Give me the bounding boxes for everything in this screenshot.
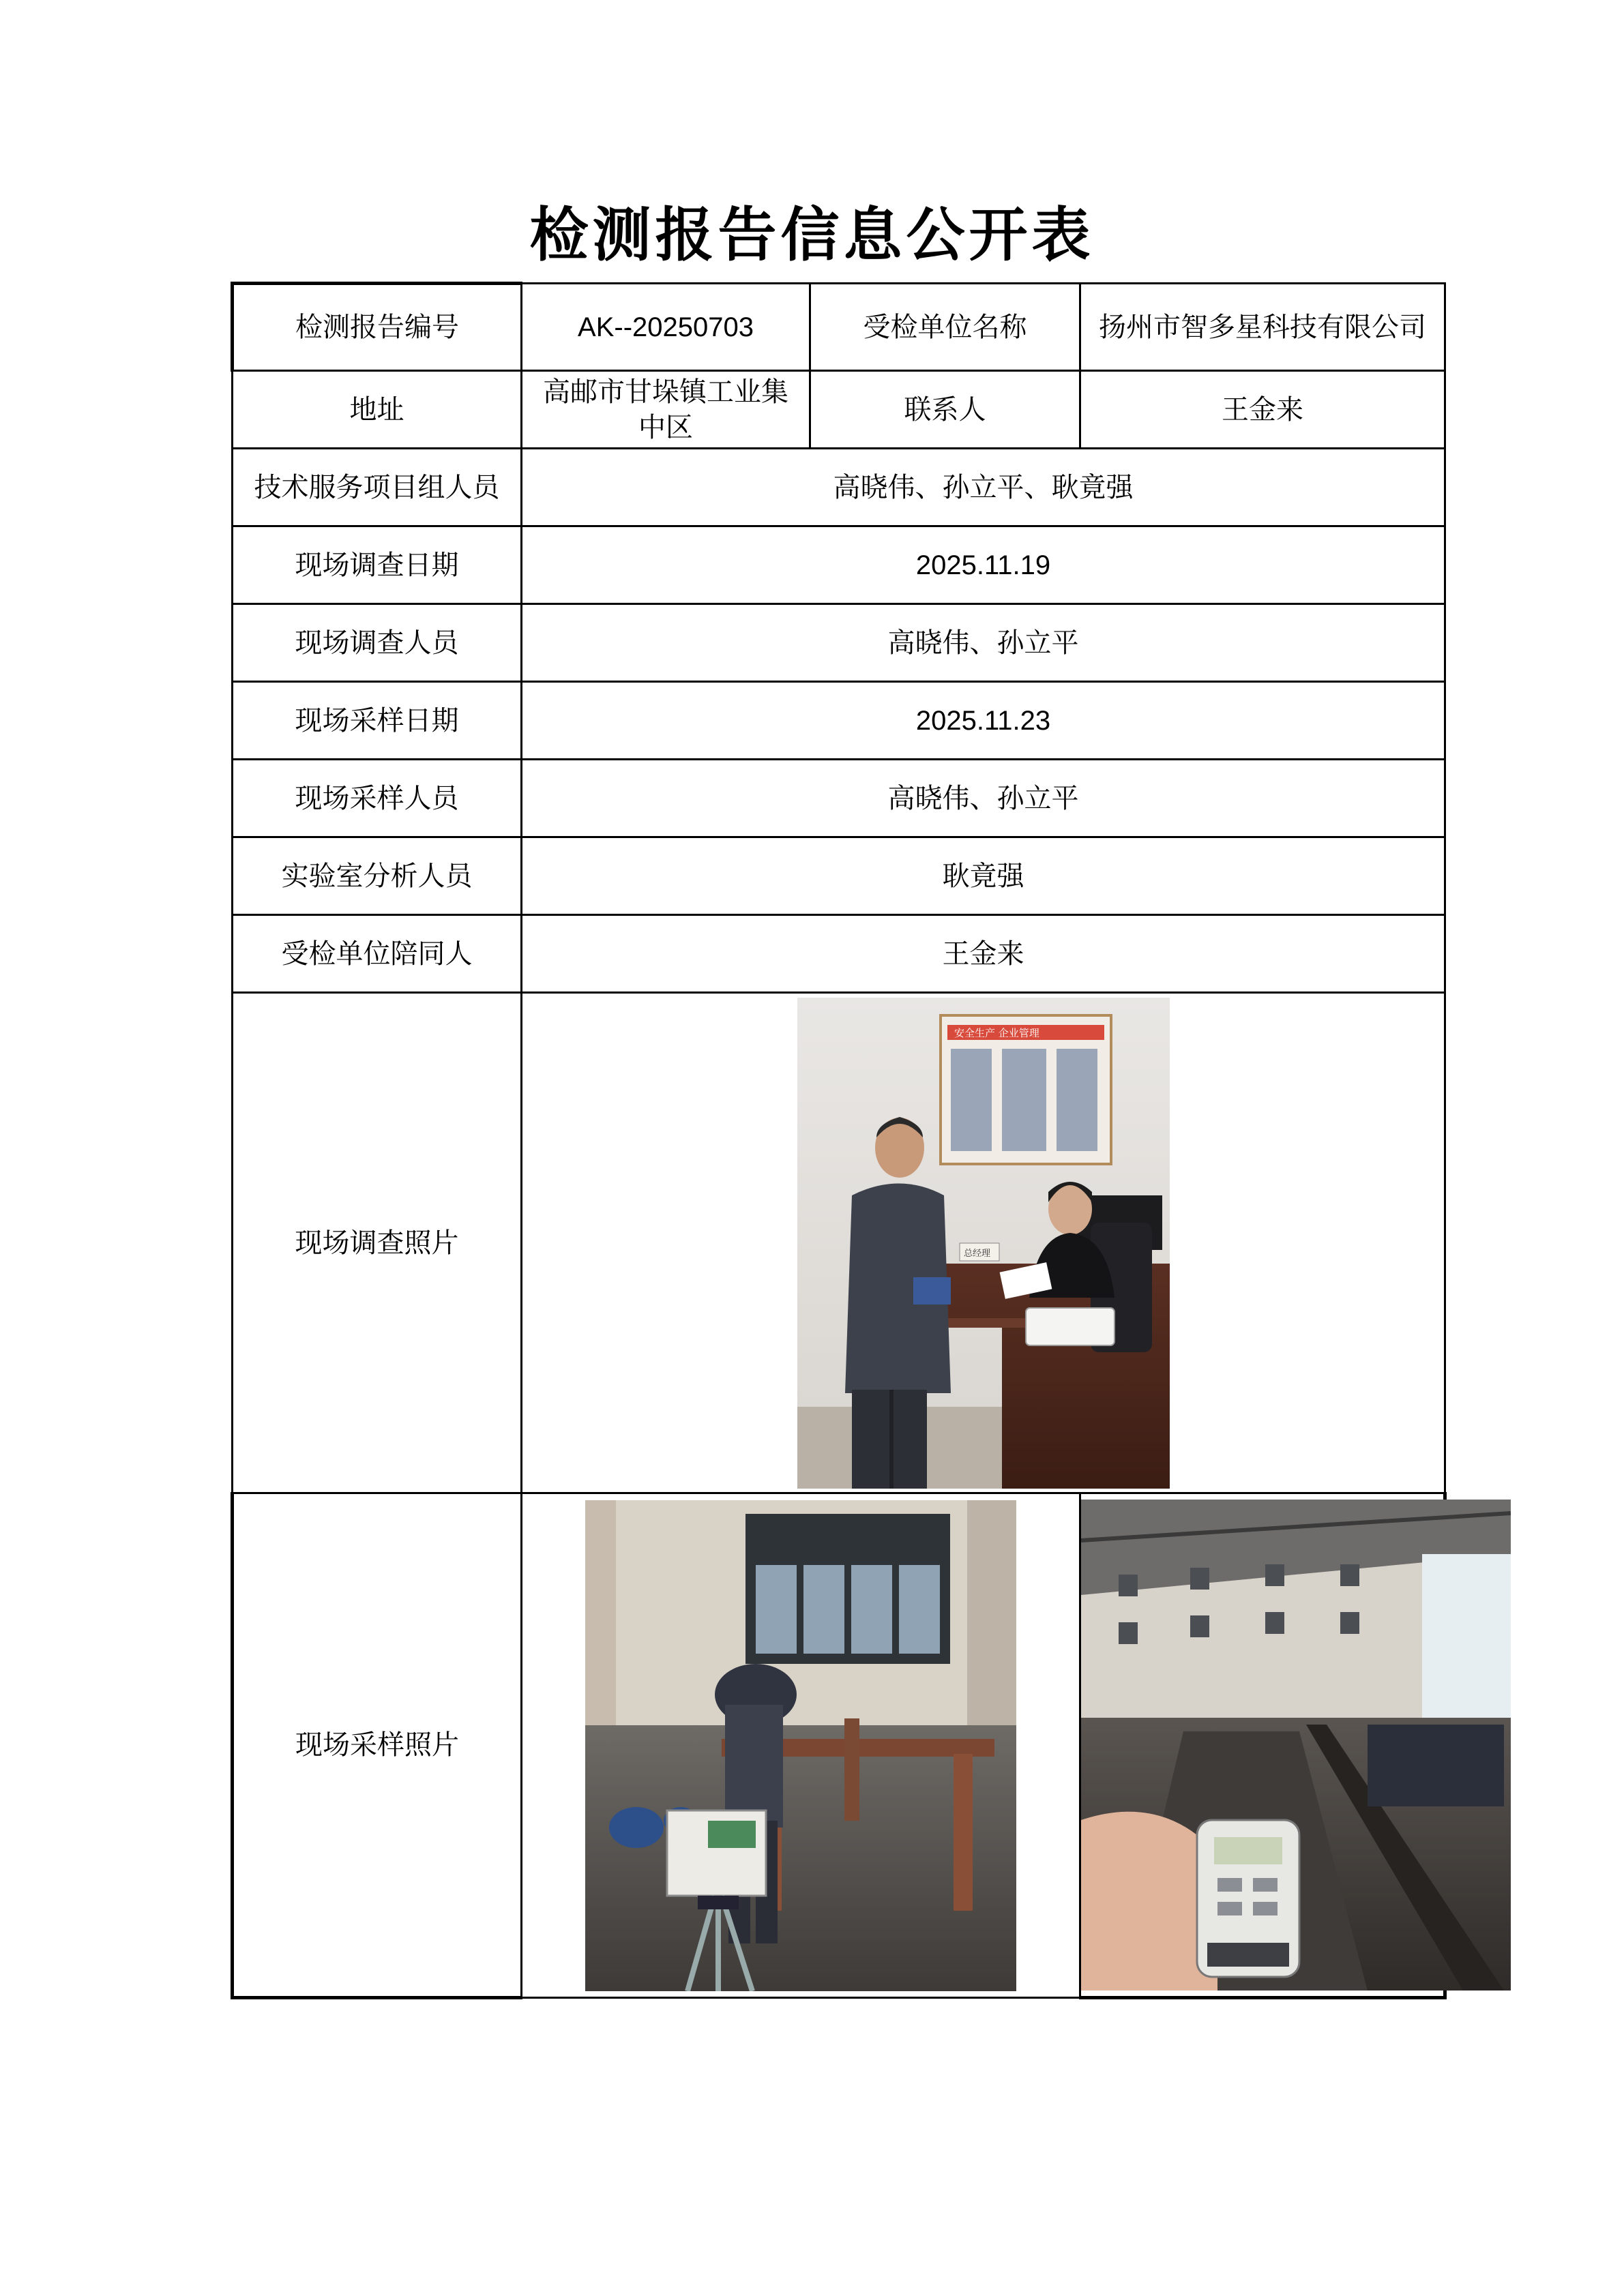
sample-photo-1 [585, 1500, 1016, 1991]
page-title: 检测报告信息公开表 [529, 200, 1095, 269]
table-row [233, 449, 1445, 526]
lab-staff-label: 实验室分析人员 [233, 837, 522, 915]
unit-name-value: 扬州市智多星科技有限公司 [1080, 284, 1445, 371]
table-row [233, 837, 1445, 915]
board-heading-text: 安全生产 企业管理 [954, 1026, 1039, 1039]
survey-staff-label: 现场调查人员 [233, 604, 522, 682]
sample-photo-2 [1081, 1500, 1511, 1991]
contact-label: 联系人 [810, 371, 1080, 449]
team-label: 技术服务项目组人员 [233, 449, 522, 526]
table-row [233, 915, 1445, 993]
table-row [233, 1493, 1445, 1998]
table-row [233, 526, 1445, 604]
report-no-label: 检测报告编号 [233, 284, 522, 371]
survey-date-label: 现场调查日期 [233, 526, 522, 604]
sample-photo-cell-1 [522, 1493, 1080, 1998]
sample-staff-value: 高晓伟、孙立平 [522, 760, 1445, 837]
contact-value: 王金来 [1080, 371, 1445, 449]
sample-date-value: 2025.11.23 [522, 682, 1445, 760]
survey-date-value: 2025.11.19 [522, 526, 1445, 604]
survey-staff-value: 高晓伟、孙立平 [522, 604, 1445, 682]
table-row [233, 604, 1445, 682]
report-table [231, 282, 1447, 1999]
table-row [233, 993, 1445, 1493]
escort-value: 王金来 [522, 915, 1445, 993]
lab-staff-value: 耿竟强 [522, 837, 1445, 915]
team-value: 高晓伟、孙立平、耿竟强 [522, 449, 1445, 526]
sample-date-label: 现场采样日期 [233, 682, 522, 760]
escort-label: 受检单位陪同人 [233, 915, 522, 993]
table-row [233, 682, 1445, 760]
address-label: 地址 [233, 371, 522, 449]
table-row [233, 760, 1445, 837]
report-no-value: AK--20250703 [522, 284, 810, 371]
sample-photo-cell-2 [1080, 1493, 1445, 1998]
sample-photo-label: 现场采样照片 [233, 1493, 522, 1998]
table-row [233, 284, 1445, 371]
survey-photo-label: 现场调查照片 [233, 993, 522, 1493]
survey-photo [797, 998, 1170, 1489]
table-row [233, 371, 1445, 449]
unit-name-label: 受检单位名称 [810, 284, 1080, 371]
sample-staff-label: 现场采样人员 [233, 760, 522, 837]
survey-photo-cell [522, 993, 1445, 1493]
address-value: 高邮市甘垛镇工业集中区 [522, 371, 810, 449]
desk-sign-text: 总经理 [963, 1248, 990, 1259]
